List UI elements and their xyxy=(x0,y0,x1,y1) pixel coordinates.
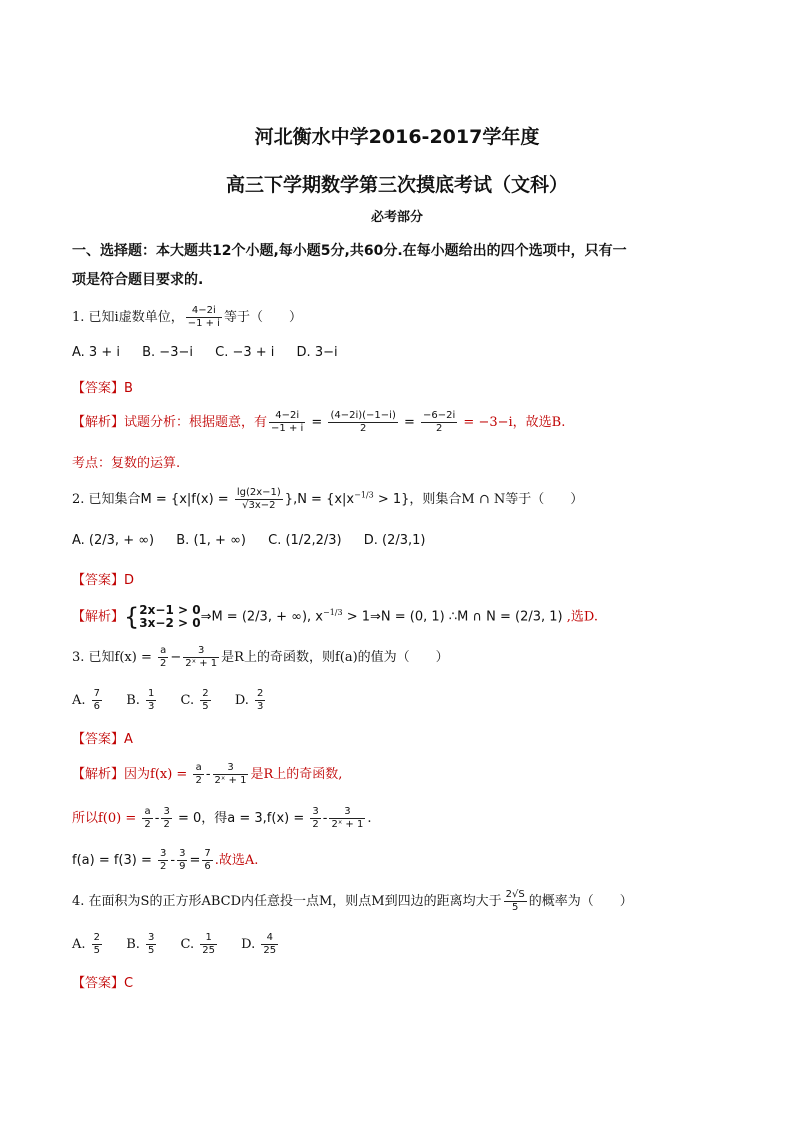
option-a: A. $\frac{2}{5}$ xyxy=(72,932,101,956)
question-3-stem: 3. 已知f(x) = $\frac{a}{2}$ − $\frac{3}{\text{2ˣ + 1}}$ 是R上的奇函数，则f(a)的值为（ ） xyxy=(72,645,449,669)
question-4-answer: 【答案】C xyxy=(72,976,134,991)
question-2-options xyxy=(72,533,443,548)
section-instructions-line2: 项是符合题目要求的. xyxy=(72,272,204,288)
question-4-options xyxy=(72,932,298,957)
question-3-analysis-line1: 【解析】因为f(x) = $\frac{a}{2}$ - $\frac{3}{\text{2ˣ + 1}}$ 是R上的奇函数, xyxy=(72,762,343,786)
question-3-analysis-line3: f(a) = f(3) = $\frac{3}{2}$ - $\frac{3}{9}$ = $\frac{7}{6}$ .故选A. xyxy=(72,848,259,872)
question-2-analysis: 【解析】{ 2x−1 > 0 3x−2 > 0 ⇒M = (2/3, + ∞), $x^{-1/3}$ > 1⇒N = (0, 1) ∴M ∩ N = (2/3, 1) ,选D. xyxy=(72,603,598,631)
fraction: $\frac{4-2i}{-1 + i}$ xyxy=(187,305,220,329)
exam-title: 河北衡水中学2016-2017学年度 xyxy=(254,126,540,148)
question-4-stem: 4. 在面积为S的正方形ABCD内任意投一点M，则点M到四边的距离均大于 $\frac{2√S}{5}$ 的概率为（ ） xyxy=(72,889,633,913)
question-1-stem: 1. 已知i虚数单位， $\frac{4-2i}{-1 + i}$ 等于（ ） xyxy=(72,305,302,329)
question-3-analysis-line2: 所以f(0) = $\frac{a}{2}$ - $\frac{3}{2}$ = 0，得a = 3,f(x) = $\frac{3}{2}$ - $\frac{3}{\text{2ˣ + 1}}$ . xyxy=(72,806,372,830)
option-d: D. 3−i xyxy=(296,345,338,360)
option-b: B. (1, + ∞) xyxy=(176,533,246,548)
option-c: C. $\frac{1}{25}$ xyxy=(180,932,216,956)
option-c: C. −3 + i xyxy=(215,345,275,360)
question-2-answer: 【答案】D xyxy=(72,573,135,588)
option-d: D. $\frac{2}{3}$ xyxy=(234,688,264,712)
option-a: A. 3 + i xyxy=(72,345,120,360)
question-1-kaodian: 考点：复数的运算. xyxy=(72,456,181,471)
option-b: B. $\frac{3}{5}$ xyxy=(126,932,155,956)
question-2-stem: 2. 已知集合M = {x|f(x) = $\frac{\lg(2x-1)}{√3x-2}$ }$,N = \{x|x^{-1/3} > 1\}$，则集合M ∩ N等于（ ） xyxy=(72,487,584,511)
option-b: B. $\frac{1}{3}$ xyxy=(126,688,155,712)
section-heading: 必考部分 xyxy=(370,210,423,225)
question-3-answer: 【答案】A xyxy=(72,732,133,747)
option-a: A. $\frac{7}{6}$ xyxy=(72,688,101,712)
question-1-options xyxy=(72,345,356,360)
option-a: A. (2/3, + ∞) xyxy=(72,533,155,548)
question-1-answer: 【答案】B xyxy=(72,381,133,396)
exam-subtitle: 高三下学期数学第三次摸底考试（文科） xyxy=(225,174,568,196)
question-3-options xyxy=(72,688,285,713)
option-d: D. (2/3,1) xyxy=(363,533,426,548)
option-c: C. (1/2,2/3) xyxy=(268,533,342,548)
option-c: C. $\frac{2}{5}$ xyxy=(180,688,209,712)
option-d: D. $\frac{4}{25}$ xyxy=(241,932,277,956)
section-instructions-line1: 一、选择题：本大题共12个小题,每小题5分,共60分.在每小题给出的四个选项中，只有一 xyxy=(72,243,627,259)
question-1-analysis: 【解析】试题分析：根据题意，有 $\frac{4-2i}{-1 + i}$ = $\frac{(4-2i)(-1-i)}{2}$ = $\frac{-6-2i}{2}$ = −3−i，故选B. xyxy=(72,410,566,434)
option-b: B. −3−i xyxy=(142,345,193,360)
